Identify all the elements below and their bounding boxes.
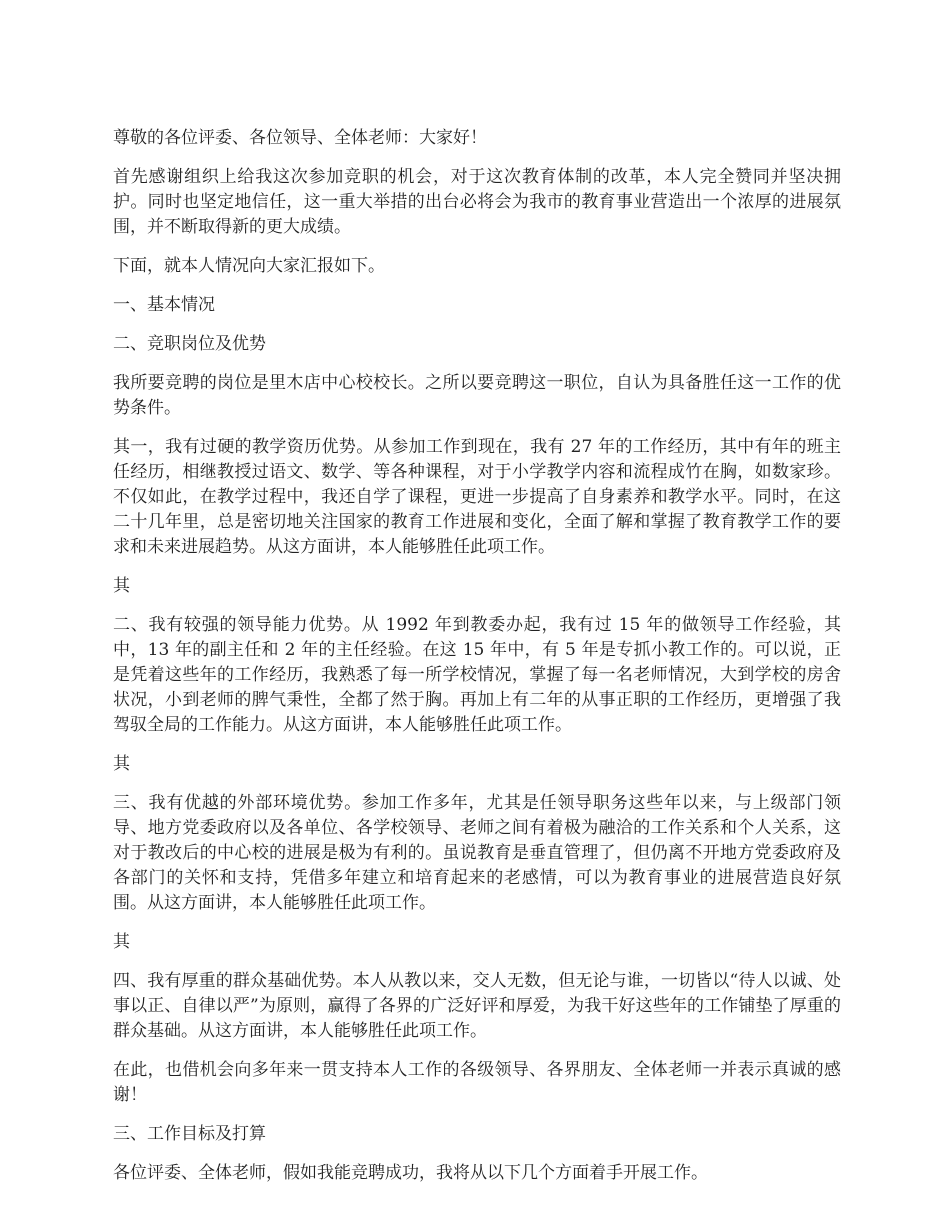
section-heading-goals: 三、工作目标及打算 [113, 1124, 266, 1144]
section-heading-position: 二、竞职岗位及优势 [113, 334, 266, 354]
section-heading-basic: 一、基本情况 [113, 295, 215, 315]
fragment-paragraph: 其 [113, 932, 130, 952]
closing-paragraph: 各位评委、全体老师，假如我能竞聘成功，我将从以下几个方面着手开展工作。 [113, 1163, 708, 1183]
advantage-community-paragraph: 四、我有厚重的群众基础优势。本人从教以来，交人无数，但无论与谁，一切皆以“待人以诚、处事以正、自律以严”为原则，赢得了各界的广泛好评和厚爱，为我干好这些年的工作铺垫了厚重的群众基础。从这方面讲，本人能够胜任此项工作。 [113, 971, 841, 1041]
greeting-paragraph: 尊敬的各位评委、各位领导、全体老师：大家好！ [113, 128, 487, 148]
advantage-leadership-paragraph: 二、我有较强的领导能力优势。从 1992 年到教委办起，我有过 15 年的做领导工作经验，其中，13 年的副主任和 2 年的主任经验。在这 15 年中，有 5 年是专抓小教工作的。可以说，正是凭着这些年的工作经历，我熟悉了每一所学校情况，掌握了每一名老师情况，大到学校的房舍状况，小到老师的脾气秉性，全都了然于胸。再加上有二年的从事正职的工作经历，更增强了我驾驭全局的工作能力。从这方面讲，本人能够胜任此项工作。 [113, 615, 841, 735]
intro-paragraph: 首先感谢组织上给我这次参加竞职的机会，对于这次教育体制的改革，本人完全赞同并坚决拥护。同时也坚定地信任，这一重大举措的出台必将会为我市的教育事业营造出一个浓厚的进展氛围，并不断取得新的更大成绩。 [113, 167, 841, 237]
advantage-environment-paragraph: 三、我有优越的外部环境优势。参加工作多年，尤其是任领导职务这些年以来，与上级部门领导、地方党委政府以及各单位、各学校领导、老师之间有着极为融洽的工作关系和个人关系，这对于教改后的中心校的进展是极为有利的。虽说教育是垂直管理了，但仍离不开地方党委政府及各部门的关怀和支持，凭借多年建立和培育起来的老感情，可以为教育事业的进展营造良好氛围。从这方面讲，本人能够胜任此项工作。 [113, 793, 841, 913]
report-intro-paragraph: 下面，就本人情况向大家汇报如下。 [113, 256, 385, 276]
thanks-paragraph: 在此，也借机会向多年来一贯支持本人工作的各级领导、各界朋友、全体老师一并表示真诚的感谢！ [113, 1060, 841, 1105]
document-page [113, 126, 841, 1200]
advantage-teaching-paragraph: 其一，我有过硬的教学资历优势。从参加工作到现在，我有 27 年的工作经历，其中有年的班主任经历，相继教授过语文、数学、等各种课程，对于小学教学内容和流程成竹在胸，如数家珍。不仅如此，在教学过程中，我还自学了课程，更进一步提高了自身素养和教学水平。同时，在这二十几年里，总是密切地关注国家的教育工作进展和变化，全面了解和掌握了教育教学工作的要求和未来进展趋势。从这方面讲，本人能够胜任此项工作。 [113, 437, 841, 557]
fragment-paragraph: 其 [113, 576, 130, 596]
position-paragraph: 我所要竞聘的岗位是里木店中心校校长。之所以要竞聘这一职位，自认为具备胜任这一工作的优势条件。 [113, 373, 841, 418]
fragment-paragraph: 其 [113, 754, 130, 774]
